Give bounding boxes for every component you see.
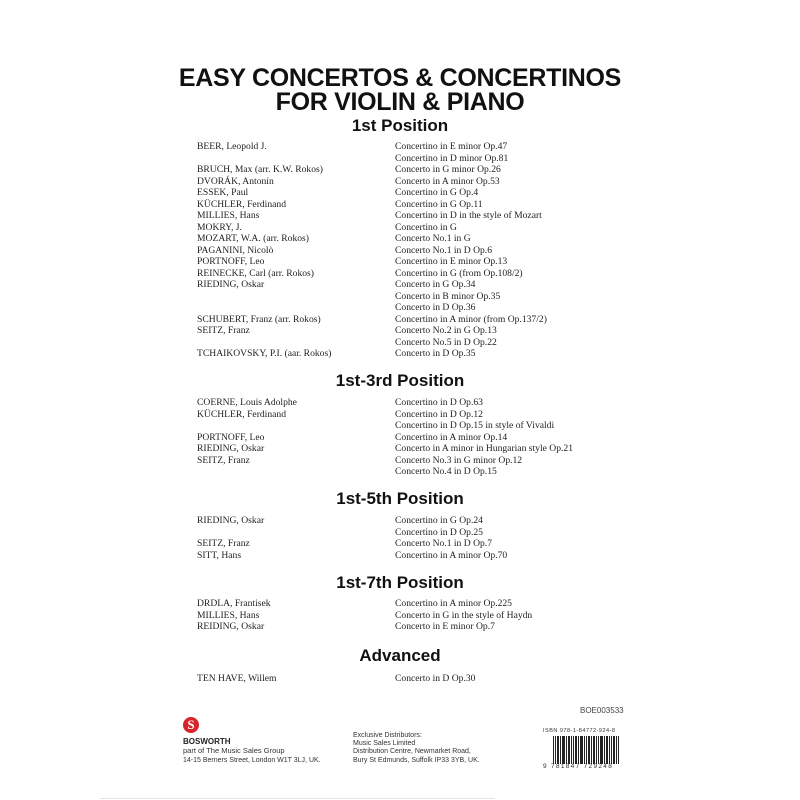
work-title: Concertino in A minor Op.225 — [395, 598, 512, 609]
list-item — [0, 256, 800, 268]
list-item — [0, 141, 800, 153]
composer: BRUCH, Max (arr. K.W. Rokos) — [197, 164, 323, 175]
work-title: Concertino in D Op.63 — [395, 397, 483, 408]
composer: REIDING, Oskar — [197, 621, 265, 632]
section-heading-1st-position: 1st Position — [351, 116, 449, 135]
list-item — [0, 164, 800, 176]
work-title: Concertino in E minor Op.13 — [395, 256, 508, 267]
list-item — [0, 420, 800, 432]
composer: REINECKE, Carl (arr. Rokos) — [197, 267, 314, 279]
composer: SEITZ, Franz — [197, 454, 250, 466]
work-title: Concertino in A minor Op.70 — [395, 549, 508, 561]
list-item — [0, 348, 800, 360]
barcode-icon — [553, 736, 625, 764]
work-title: Concertino in G — [395, 221, 457, 233]
composer: KÜCHLER, Ferdinand — [197, 198, 286, 210]
composer: SEITZ, Franz — [197, 325, 250, 336]
work-title: Concertino in G (from Op.108/2) — [395, 267, 523, 279]
list-item — [0, 176, 800, 188]
list-item — [0, 397, 800, 409]
composer: MILLIES, Hans — [197, 609, 260, 621]
work-title: Concertino in D Op.12 — [395, 408, 483, 420]
list-item — [0, 279, 800, 291]
section-heading-1st-5th-position: 1st-5th Position — [336, 489, 464, 508]
work-title: Concerto in A minor in Hungarian style Op.21 — [395, 443, 573, 454]
distributor-name: Music Sales Limited — [353, 740, 416, 747]
composer: SITT, Hans — [197, 549, 242, 561]
distributor-address-1: Distribution Centre, Newmarket Road, — [353, 748, 471, 755]
isbn-label: ISBN 978-1-84772-924-8 — [543, 728, 616, 734]
barcode-digits: 9 781847 729248 — [543, 763, 614, 770]
work-title: Concerto in D Op.36 — [395, 302, 476, 313]
list-item — [0, 515, 800, 527]
composer: SCHUBERT, Franz (arr. Rokos) — [197, 313, 321, 325]
composer: MOZART, W.A. (arr. Rokos) — [197, 233, 309, 244]
composer: PORTNOFF, Leo — [197, 431, 265, 443]
composer: RIEDING, Oskar — [197, 443, 265, 454]
work-title: Concertino in D Op.15 in style of Vivaldi — [395, 420, 555, 431]
section-heading-1st-7th-position: 1st-7th Position — [336, 573, 464, 592]
list-item — [0, 443, 800, 455]
composer: MOKRY, J. — [197, 221, 242, 233]
list-item — [0, 302, 800, 314]
list-item — [0, 610, 800, 622]
bosworth-logo-icon: S — [183, 717, 199, 733]
composer: COERNE, Louis Adolphe — [197, 397, 297, 408]
work-title: Concerto in G in the style of Haydn — [395, 609, 533, 621]
composer: ESSEK, Paul — [197, 187, 249, 198]
list-item — [0, 337, 800, 349]
work-title: Concertino in G Op.4 — [395, 187, 479, 198]
composer: MILLIES, Hans — [197, 210, 260, 221]
composer: KÜCHLER, Ferdinand — [197, 408, 286, 420]
section-heading-1st-3rd-position: 1st-3rd Position — [335, 371, 465, 390]
list-item — [0, 291, 800, 303]
list-item — [0, 210, 800, 222]
work-title: Concerto in D Op.30 — [395, 673, 476, 684]
bottom-edge — [100, 798, 495, 799]
list-item — [0, 153, 800, 165]
composer: PAGANINI, Nicolò — [197, 244, 274, 256]
list-item — [0, 466, 800, 478]
work-title: Concerto No.3 in G minor Op.12 — [395, 454, 523, 466]
list-item — [0, 432, 800, 444]
work-title: Concerto in B minor Op.35 — [395, 290, 501, 302]
publisher-address: 14-15 Berners Street, London W1T 3LJ, UK. — [183, 757, 321, 764]
list-item — [0, 455, 800, 467]
composer: SEITZ, Franz — [197, 538, 250, 549]
composer: BEER, Leopold J. — [197, 141, 267, 152]
publisher-group: part of The Music Sales Group — [183, 746, 285, 755]
work-title: Concertino in E minor Op.47 — [395, 141, 508, 152]
composer: RIEDING, Oskar — [197, 515, 265, 526]
composer: DRDLA, Frantisek — [197, 598, 271, 609]
work-title: Concertino in D Op.25 — [395, 526, 483, 538]
list-item — [0, 199, 800, 211]
list-item — [0, 673, 800, 685]
work-title: Concerto in D Op.35 — [395, 348, 476, 359]
work-title: Concertino in D minor Op.81 — [395, 152, 509, 164]
list-item — [0, 233, 800, 245]
composer: DVORÁK, Antonín — [197, 175, 274, 187]
distributor-address-2: Bury St Edmunds, Suffolk IP33 3YB, UK. — [353, 757, 480, 764]
list-item — [0, 325, 800, 337]
work-title: Concerto No.2 in G Op.13 — [395, 325, 497, 336]
list-item — [0, 621, 800, 633]
title-line-2: FOR VIOLIN & PIANO — [275, 88, 525, 116]
composer: TCHAIKOVSKY, P.I. (aar. Rokos) — [197, 348, 332, 359]
title-line-1: EASY CONCERTOS & CONCERTINOS — [178, 64, 622, 92]
work-title: Concerto in E minor Op.7 — [395, 621, 495, 632]
work-title: Concertino in D in the style of Mozart — [395, 210, 542, 221]
work-title: Concerto No.4 in D Op.15 — [395, 466, 497, 477]
list-item — [0, 268, 800, 280]
list-item — [0, 598, 800, 610]
composer: TEN HAVE, Willem — [197, 673, 277, 684]
list-item — [0, 314, 800, 326]
list-item — [0, 245, 800, 257]
work-title: Concertino in G Op.24 — [395, 515, 483, 526]
section-heading-advanced: Advanced — [359, 646, 441, 665]
work-title: Concerto in G minor Op.26 — [395, 164, 501, 175]
list-item — [0, 409, 800, 421]
catalogue-number: BOE003533 — [580, 706, 624, 715]
publisher-name: BOSWORTH — [183, 737, 231, 746]
work-title: Concerto No.1 in D Op.7 — [395, 538, 492, 549]
composer: PORTNOFF, Leo — [197, 256, 265, 267]
work-title: Concerto in G Op.34 — [395, 279, 476, 290]
list-item — [0, 550, 800, 562]
list-item — [0, 187, 800, 199]
work-title: Concertino in A minor (from Op.137/2) — [395, 313, 547, 325]
distributor-label: Exclusive Distributors: — [353, 732, 422, 739]
work-title: Concerto No.1 in G — [395, 233, 471, 244]
work-title: Concerto No.1 in D Op.6 — [395, 244, 492, 256]
composer: RIEDING, Oskar — [197, 279, 265, 290]
list-item — [0, 538, 800, 550]
work-title: Concerto in A minor Op.53 — [395, 175, 500, 187]
list-item — [0, 222, 800, 234]
work-title: Concerto No.5 in D Op.22 — [395, 336, 497, 348]
list-item — [0, 527, 800, 539]
work-title: Concertino in G Op.11 — [395, 198, 483, 210]
work-title: Concertino in A minor Op.14 — [395, 431, 508, 443]
